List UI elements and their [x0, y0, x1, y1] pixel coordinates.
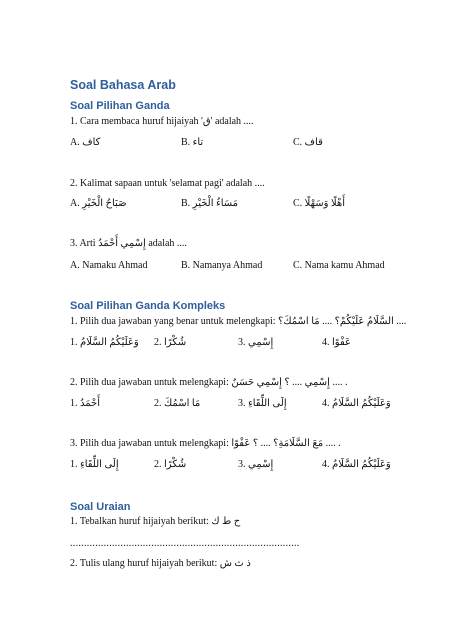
question-pgk-2: 2. Pilih dua jawaban untuk melengkapi: إِسْمِي .... ؟ إِسْمِي حَسَنٌ .... . [70, 377, 348, 388]
option-pg2-a: A. صَبَاحُ الْخَيْرِ [70, 198, 127, 209]
option-pgk1-4: 4. عَفْوًا [322, 337, 351, 348]
document-title: Soal Bahasa Arab [70, 78, 176, 92]
option-pgk2-1: 1. أَحْمَدُ [70, 398, 100, 409]
question-pg-3: 3. Arti إِسْمِي أَحْمَدُ adalah .... [70, 238, 187, 249]
question-uraian-1: 1. Tebalkan huruf hijaiyah berikut: ح ط ك [70, 516, 241, 527]
option-pgk2-4: 4. وَعَلَيْكُمُ السَّلَامُ [322, 398, 391, 409]
option-pg2-b: B. مَسَاءُ الْخَيْرِ [181, 198, 239, 209]
option-pg1-b: B. تاء [181, 137, 204, 148]
option-pg2-c: C. أَهْلًا وَسَهْلًا [293, 198, 345, 209]
option-pgk1-3: 3. إِسْمِي [238, 337, 274, 348]
option-pgk3-1: 1. إِلَى اللِّقَاءِ [70, 459, 119, 470]
option-pgk3-3: 3. إِسْمِي [238, 459, 274, 470]
question-pg-2: 2. Kalimat sapaan untuk 'selamat pagi' adalah .... [70, 178, 265, 189]
option-pgk2-3: 3. إِلَى اللِّقَاءِ [238, 398, 287, 409]
question-pgk-1: 1. Pilih dua jawaban yang benar untuk melengkapi: السَّلَامُ عَلَيْكُمْ؟ .... مَا اسْمُكَ؟ .... [70, 316, 407, 327]
option-pgk1-1: 1. وَعَلَيْكُمُ السَّلَامُ [70, 337, 139, 348]
section-heading-pilihan-ganda-kompleks: Soal Pilihan Ganda Kompleks [70, 300, 226, 312]
section-heading-uraian: Soal Uraian [70, 501, 131, 513]
option-pg3-a: A. Namaku Ahmad [70, 260, 148, 271]
option-pgk1-2: 2. شُكْرًا [154, 337, 187, 348]
option-pgk3-2: 2. شُكْرًا [154, 459, 187, 470]
question-pg-1: 1. Cara membaca huruf hijaiyah 'ق' adalah .... [70, 116, 254, 127]
option-pg1-a: A. كاف [70, 137, 101, 148]
option-pg3-b: B. Namanya Ahmad [181, 260, 263, 271]
answer-line: .................................................................................. [70, 538, 300, 549]
question-pgk-3: 3. Pilih dua jawaban untuk melengkapi: مَعَ السَّلَامَةِ؟ .... ؟ عَفْوًا .... . [70, 438, 341, 449]
option-pgk2-2: 2. مَا اسْمُكَ [154, 398, 201, 409]
section-heading-pilihan-ganda: Soal Pilihan Ganda [70, 100, 170, 112]
option-pg1-c: C. قاف [293, 137, 323, 148]
question-uraian-2: 2. Tulis ulang huruf hijaiyah berikut: ذ ث ش [70, 558, 251, 569]
option-pg3-c: C. Nama kamu Ahmad [293, 260, 385, 271]
option-pgk3-4: 4. وَعَلَيْكُمُ السَّلَامُ [322, 459, 391, 470]
